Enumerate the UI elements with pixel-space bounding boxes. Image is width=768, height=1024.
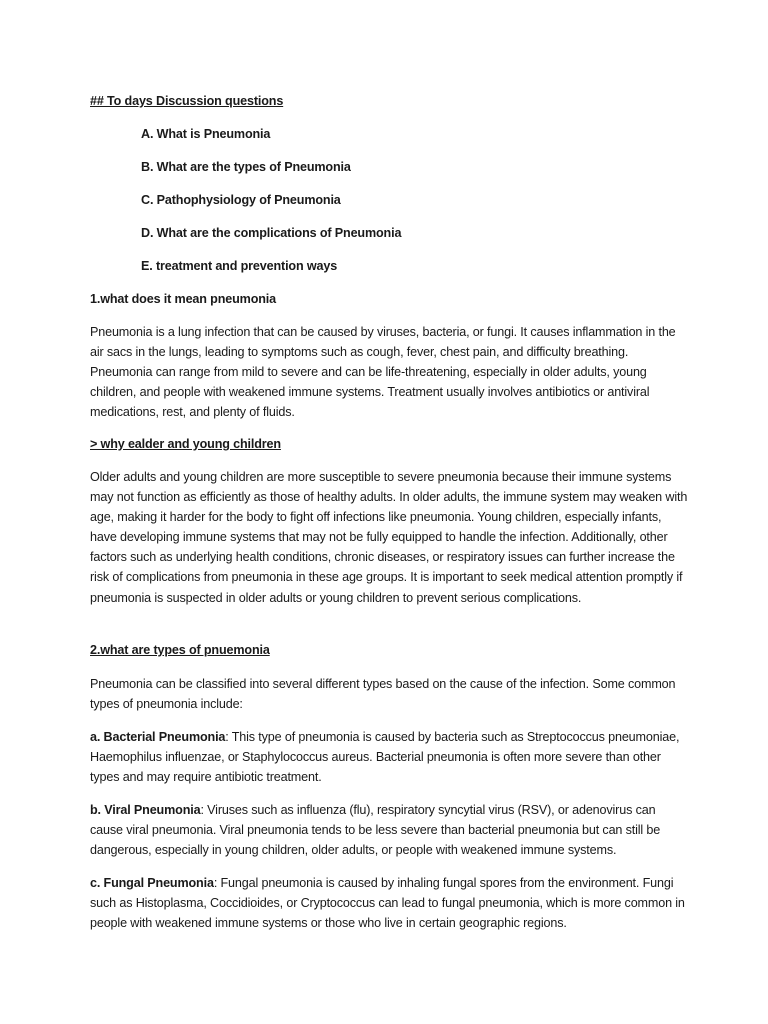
type-fungal: [90, 873, 688, 933]
question-a: A. What is Pneumonia: [141, 127, 271, 141]
section1-body: Pneumonia is a lung infection that can be caused by viruses, bacteria, or fungi. It causes inflammation in the air sacs in the lungs, leading to symptoms such as cough, fever, chest pain, and difficulty breathing. Pneumonia can range from mild to severe and can be life-threatening, especially in older adults, young children, and people with weakened immune systems. Treatment usually involves antibiotics or antiviral medications, rest, and plenty of fluids.: [90, 325, 676, 420]
subsection-body: Older adults and young children are more susceptible to severe pneumonia because their immune systems may not function as efficiently as those of healthy adults. In older adults, the immune system may weaken with age, making it harder for the body to fight off infections like pneumonia. Young children, especially infants, have developing immune systems that may not be fully equipped to handle the infection. Additionally, other factors such as underlying health conditions, chronic diseases, or respiratory issues can further increase the risk of complications from pneumonia in these age groups. It is important to seek medical attention promptly if pneumonia is suspected in older adults or young children to prevent serious complications.: [90, 470, 688, 605]
question-c: C. Pathophysiology of Pneumonia: [141, 193, 341, 207]
question-e: E. treatment and prevention ways: [141, 259, 338, 273]
type-bacterial: [90, 727, 688, 787]
question-d: D. What are the complications of Pneumonia: [141, 226, 402, 240]
section2-intro: Pneumonia can be classified into several different types based on the cause of the infection. Some common types of pneumonia include:: [90, 677, 676, 712]
subsection-title: > why ealder and young children: [90, 437, 281, 451]
question-b: B. What are the types of Pneumonia: [141, 160, 351, 174]
section2-title: 2.what are types of pnuemonia: [90, 643, 270, 657]
type-fungal-label: c. Fungal Pneumonia: [90, 876, 214, 890]
discussion-heading: ## To days Discussion questions: [90, 94, 284, 108]
type-bacterial-label: a. Bacterial Pneumonia: [90, 730, 226, 744]
type-fungal-text: : Fungal pneumonia is caused by inhaling fungal spores from the environment. Fungi such as Histoplasma, Coccidioides, or Cryptococcus can lead to fungal pneumonia, which is more common in people with weakened immune systems or those who live in certain geographic regions.: [90, 876, 685, 931]
type-bacterial-text: : This type of pneumonia is caused by bacteria such as Streptococcus pneumoniae, Haemophilus influenzae, or Staphylococcus aureus. Bacterial pneumonia is often more severe than other types and may require antibiotic treatment.: [90, 730, 680, 785]
type-viral-text: : Viruses such as influenza (flu), respiratory syncytial virus (RSV), or adenovirus can cause viral pneumonia. Viral pneumonia tends to be less severe than bacterial pneumonia but can still be dangerous, especially in young children, older adults, or people with weakened immune systems.: [90, 803, 661, 858]
type-viral-label: b. Viral Pneumonia: [90, 803, 201, 817]
type-viral: [90, 800, 688, 860]
section1-title: 1.what does it mean pneumonia: [90, 292, 276, 306]
